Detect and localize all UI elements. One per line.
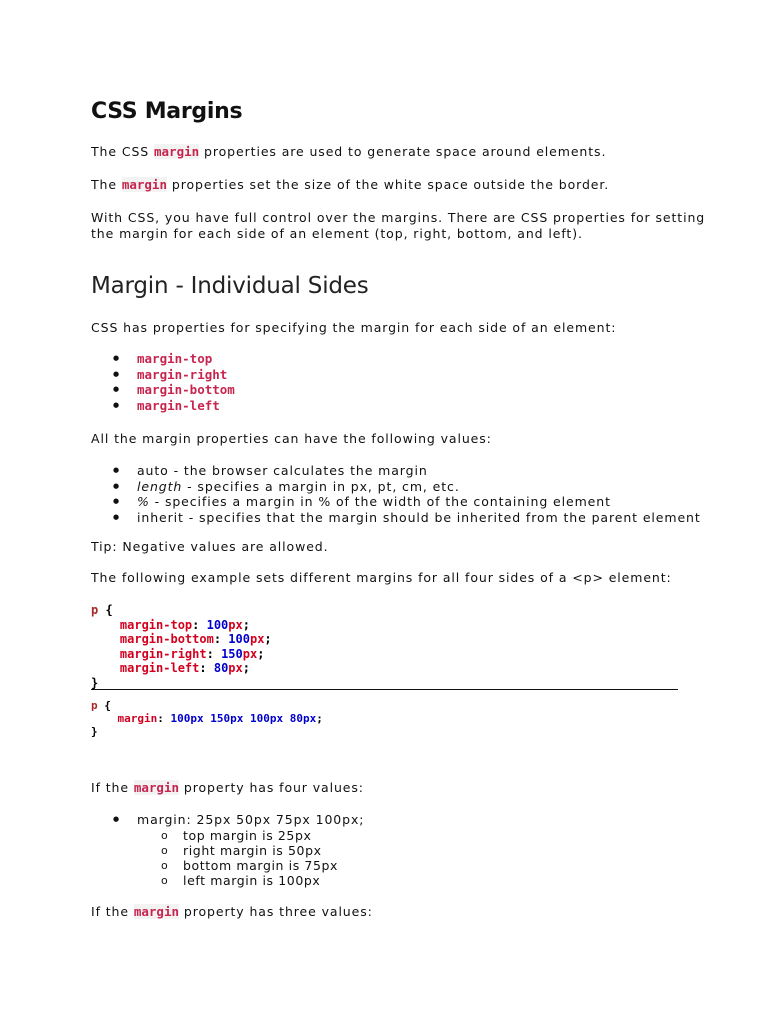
code-line [91, 603, 272, 618]
text: If the [91, 780, 134, 795]
code-line: margin-bottom: 100px; [119, 632, 272, 646]
intro-paragraph-3 [91, 210, 705, 242]
values-list [111, 463, 701, 525]
four-values-list [111, 812, 364, 828]
code-brace: { [97, 699, 111, 712]
list-item-text: margin: 25px 50px 75px 100px; [137, 812, 365, 827]
value-term: length [137, 478, 183, 494]
value-desc: - specifies a margin in % of the width of the containing element [149, 494, 611, 509]
page-title: CSS Margins [91, 99, 243, 124]
list-item [111, 494, 701, 510]
list-item [111, 382, 235, 398]
sublist-item-text: top margin is 25px [183, 828, 312, 843]
code-brace: } [91, 725, 98, 738]
code-brace: { [98, 603, 113, 617]
code-keyword: margin [121, 177, 167, 192]
text: The CSS [91, 144, 154, 159]
text: If the [91, 904, 134, 919]
list-item [111, 510, 701, 526]
text-line: With CSS, you have full control over the margins. There are CSS properties for setting [91, 210, 706, 225]
section-heading: Margin - Individual Sides [91, 273, 369, 299]
code-value: 150px [210, 712, 244, 725]
sublist-item-text: left margin is 100px [183, 873, 321, 888]
code-unit: px [228, 661, 243, 675]
list-item [111, 351, 235, 367]
text: properties are used to generate space around elements. [199, 144, 607, 159]
intro-paragraph-1 [91, 144, 606, 160]
section-description: CSS has properties for specifying the margin for each side of an element: [91, 320, 617, 335]
sublist-item-text: right margin is 50px [183, 843, 322, 858]
four-values-sublist [111, 828, 338, 888]
code-line: margin: 100px 150px 100px 80px; [117, 712, 323, 725]
sublist-item-text: bottom margin is 75px [183, 858, 339, 873]
text-line: the margin for each side of an element (top, right, bottom, and left). [91, 226, 583, 241]
three-values-intro [91, 904, 373, 920]
text: The [91, 177, 122, 192]
code-keyword: margin-left [137, 397, 220, 413]
code-value: 100px [250, 712, 284, 725]
value-desc: - specifies a margin in px, pt, cm, etc. [182, 478, 460, 494]
code-line: margin-top: 100px; [119, 617, 250, 632]
value-term: auto [137, 463, 169, 478]
code-property: margin-bottom [119, 632, 214, 646]
code-value: 100px [170, 712, 204, 725]
code-keyword: margin-bottom [137, 382, 235, 397]
code-property: margin-left [119, 661, 200, 675]
sublist-item [111, 828, 338, 843]
code-property: margin [117, 712, 158, 725]
code-value: 80 [213, 661, 229, 675]
code-keyword: margin-top [137, 351, 213, 366]
divider [91, 689, 678, 690]
code-property: margin-top [119, 617, 193, 632]
code-selector: p [91, 603, 99, 617]
code-unit: px [228, 617, 243, 632]
code-keyword: margin [133, 780, 180, 795]
code-selector: p [91, 699, 98, 712]
value-term: inherit [137, 509, 184, 525]
code-unit: px [242, 646, 258, 661]
example-intro: The following example sets different margins for all four sides of a <p> element: [91, 570, 672, 585]
code-property: margin-right [119, 646, 207, 661]
list-item [111, 367, 235, 383]
code-line: margin-right: 150px; [119, 646, 265, 661]
code-brace: } [91, 675, 99, 690]
code-keyword: margin [154, 144, 200, 159]
list-item [111, 398, 235, 414]
four-values-intro [91, 780, 364, 796]
value-desc: - specifies that the margin should be inherited from the parent element [183, 509, 701, 525]
value-term: % [137, 494, 150, 509]
text: property has three values: [179, 904, 373, 919]
code-unit: px [249, 632, 265, 646]
text: properties set the size of the white space outside the border. [166, 177, 610, 192]
code-keyword: margin [133, 904, 180, 919]
list-item [111, 812, 364, 828]
code-line [91, 699, 323, 712]
code-value: 100 [206, 617, 229, 632]
sublist-item [111, 858, 338, 873]
code-block-shorthand [91, 699, 323, 738]
code-block-longhand [91, 603, 272, 690]
code-value: 150 [221, 646, 243, 661]
code-line: margin-left: 80px; [119, 661, 250, 675]
value-desc: - the browser calculates the margin [168, 463, 428, 478]
code-value: 100 [228, 632, 250, 646]
list-item [111, 479, 701, 495]
values-intro: All the margin properties can have the following values: [91, 431, 492, 446]
tip-text: Tip: Negative values are allowed. [91, 539, 329, 554]
intro-paragraph-2 [91, 177, 609, 193]
list-item [111, 463, 701, 479]
sublist-item [111, 843, 338, 858]
sublist-item [111, 873, 338, 888]
text: property has four values: [179, 780, 364, 795]
code-keyword: margin-right [137, 366, 228, 382]
code-value: 80px [289, 712, 317, 725]
property-list [111, 351, 235, 413]
